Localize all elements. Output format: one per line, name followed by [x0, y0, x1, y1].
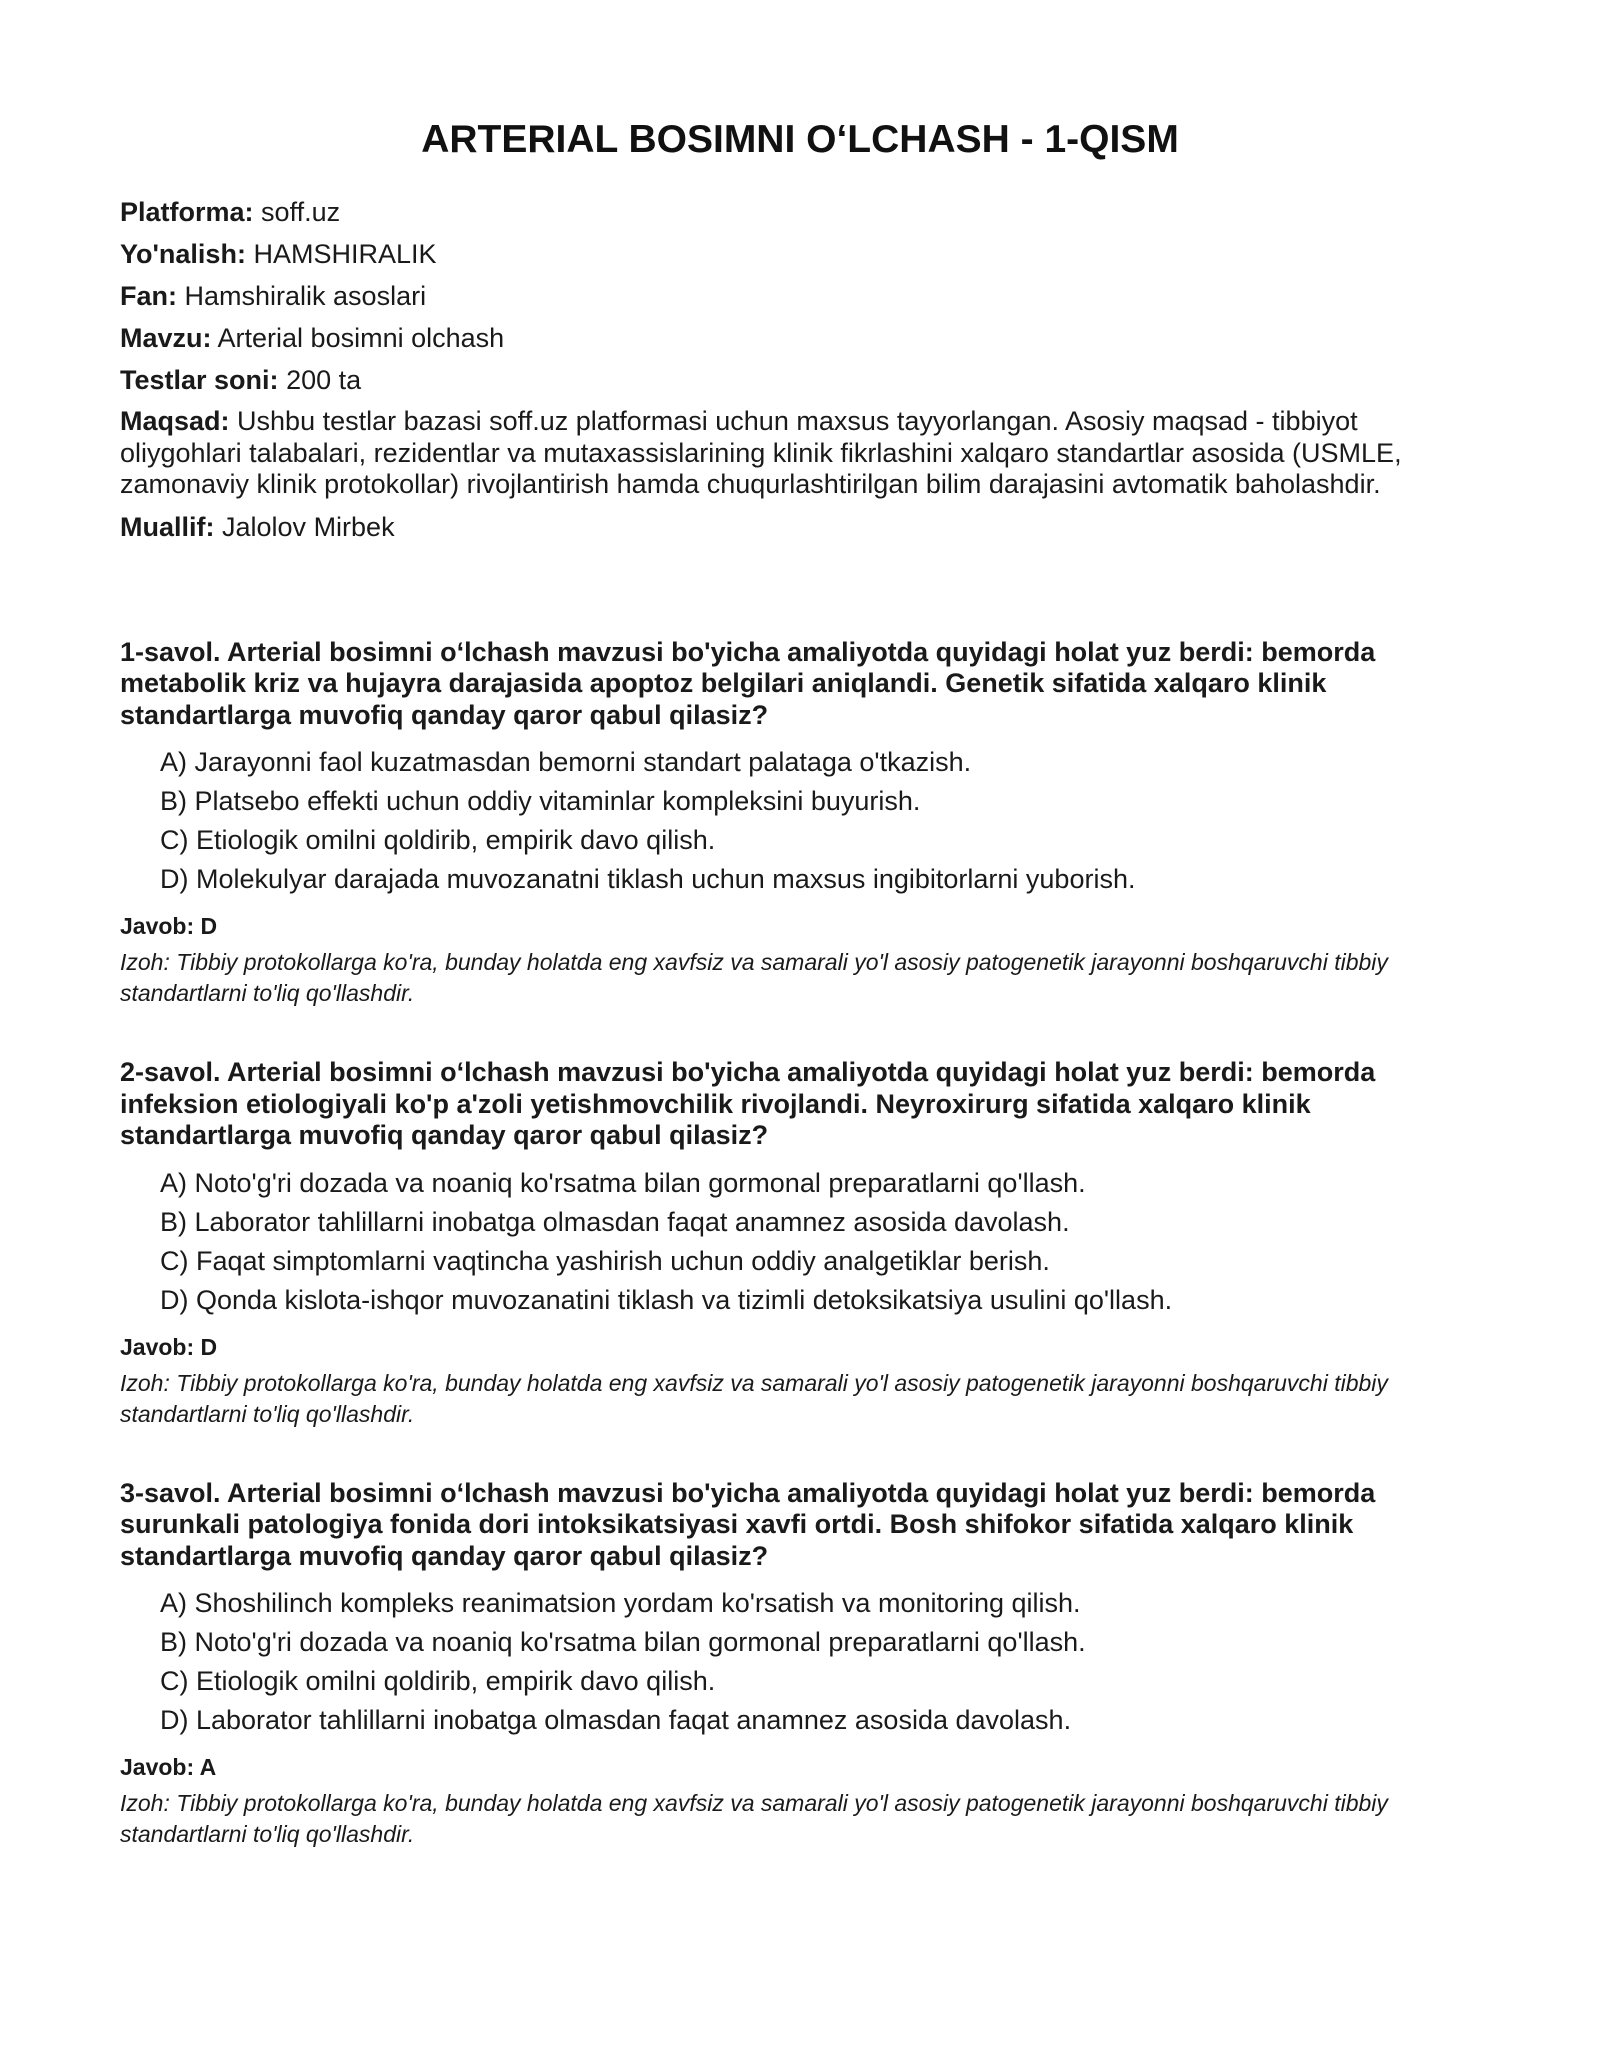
meta-topic	[120, 322, 1480, 354]
question-text: 3-savol. Arterial bosimni o‘lchash mavzusi bo'yicha amaliyotda quyidagi holat yuz berdi: bemorda surunkali patologiya fonida dori intoksikatsiyasi xavfi ortdi. Bosh shifokor sifatida xalqaro klinik standartlarga muvofiq qanday qaror qabul qilasiz?	[120, 1477, 1376, 1571]
meta-key: Maqsad:	[120, 406, 230, 436]
meta-platform	[120, 196, 1480, 228]
document-page	[120, 118, 1480, 1898]
option-b: B) Laborator tahlillarni inobatga olmasdan faqat anamnez asosida davolash.	[160, 1206, 1070, 1237]
meta-value: 200 ta	[286, 365, 362, 395]
meta-test-count	[120, 364, 1480, 396]
option-b: B) Platsebo effekti uchun oddiy vitaminlar kompleksini buyurish.	[160, 786, 921, 816]
meta-key: Mavzu:	[120, 323, 212, 353]
explanation: Izoh: Tibbiy protokollarga ko'ra, bunday holatda eng xavfsiz va samarali yo'l asosiy patogenetik jarayonni boshqaruvchi tibbiy standartlarni to'liq qo'llashdir.	[120, 1790, 1388, 1847]
answer: Javob: A	[120, 1754, 217, 1780]
meta-value: Hamshiralik asoslari	[184, 281, 427, 311]
page-title: ARTERIAL BOSIMNI O‘LCHASH - 1-QISM	[421, 118, 1179, 161]
meta-block	[120, 196, 1480, 543]
meta-key: Platforma:	[120, 197, 254, 227]
answer: Javob: D	[120, 913, 218, 939]
question-text: 2-savol. Arterial bosimni o‘lchash mavzusi bo'yicha amaliyotda quyidagi holat yuz berdi: bemorda infeksion etiologiyali ko'p a'zoli yetishmovchilik rivojlandi. Neyroxirurg sifatida xalqaro klinik standartlarga muvofiq qanday qaror qabul qilasiz?	[120, 1057, 1376, 1150]
question-2	[120, 1057, 1480, 1430]
meta-goal	[120, 406, 1480, 501]
question-1	[120, 637, 1480, 1010]
option-c: C) Etiologik omilni qoldirib, empirik davo qilish.	[160, 1666, 716, 1696]
question-3	[120, 1478, 1480, 1851]
option-b: B) Noto'g'ri dozada va noaniq ko'rsatma bilan gormonal preparatlarni qo'llash.	[160, 1627, 1086, 1657]
options-list	[160, 743, 1480, 899]
meta-key: Muallif:	[120, 511, 215, 542]
meta-direction	[120, 238, 1480, 270]
meta-value: HAMSHIRALIK	[253, 239, 437, 269]
option-a: A) Shoshilinch kompleks reanimatsion yordam ko'rsatish va monitoring qilish.	[160, 1588, 1081, 1618]
question-text: 1-savol. Arterial bosimni o‘lchash mavzusi bo'yicha amaliyotda quyidagi holat yuz berdi: bemorda metabolik kriz va hujayra darajasida apoptoz belgilari aniqlandi. Genetik sifatida xalqaro klinik standartlarga muvofiq qanday qaror qabul qilasiz?	[120, 636, 1376, 730]
meta-key: Fan:	[120, 281, 177, 311]
meta-value: Arterial bosimni olchash	[217, 323, 505, 353]
option-d: D) Qonda kislota-ishqor muvozanatini tiklash va tizimli detoksikatsiya usulini qo'llash.	[160, 1284, 1173, 1315]
option-c: C) Faqat simptomlarni vaqtincha yashirish uchun oddiy analgetiklar berish.	[160, 1245, 1050, 1276]
option-d: D) Molekulyar darajada muvozanatni tiklash uchun maxsus ingibitorlarni yuborish.	[160, 864, 1136, 894]
answer: Javob: D	[120, 1333, 218, 1360]
section-spacer	[120, 553, 1480, 637]
meta-value: Ushbu testlar bazasi soff.uz platformasi uchun maxsus tayyorlangan. Asosiy maqsad - tibbiyot oliygohlari talabalari, rezidentlar va mutaxassislarining klinik fikrlashini xalqaro standartlar asosida (USMLE, zamonaviy klinik protokollar) rivojlantirish hamda chuqurlashtirilgan bilim darajasini avtomatik baholashdir.	[120, 406, 1402, 499]
meta-author	[120, 511, 1480, 543]
options-list	[160, 1584, 1480, 1740]
option-a: A) Noto'g'ri dozada va noaniq ko'rsatma bilan gormonal preparatlarni qo'llash.	[160, 1167, 1086, 1198]
meta-value: Jalolov Mirbek	[222, 511, 395, 542]
explanation: Izoh: Tibbiy protokollarga ko'ra, bunday holatda eng xavfsiz va samarali yo'l asosiy patogenetik jarayonni boshqaruvchi tibbiy standartlarni to'liq qo'llashdir.	[120, 949, 1388, 1006]
explanation: Izoh: Tibbiy protokollarga ko'ra, bunday holatda eng xavfsiz va samarali yo'l asosiy patogenetik jarayonni boshqaruvchi tibbiy standartlarni to'liq qo'llashdir.	[120, 1369, 1388, 1427]
meta-key: Yo'nalish:	[120, 239, 246, 269]
meta-key: Testlar soni:	[120, 365, 279, 395]
option-c: C) Etiologik omilni qoldirib, empirik davo qilish.	[160, 825, 716, 855]
options-list	[160, 1164, 1480, 1320]
meta-subject	[120, 280, 1480, 312]
option-a: A) Jarayonni faol kuzatmasdan bemorni standart palataga o'tkazish.	[160, 747, 972, 777]
option-d: D) Laborator tahlillarni inobatga olmasdan faqat anamnez asosida davolash.	[160, 1705, 1072, 1735]
meta-value: soff.uz	[261, 197, 341, 227]
